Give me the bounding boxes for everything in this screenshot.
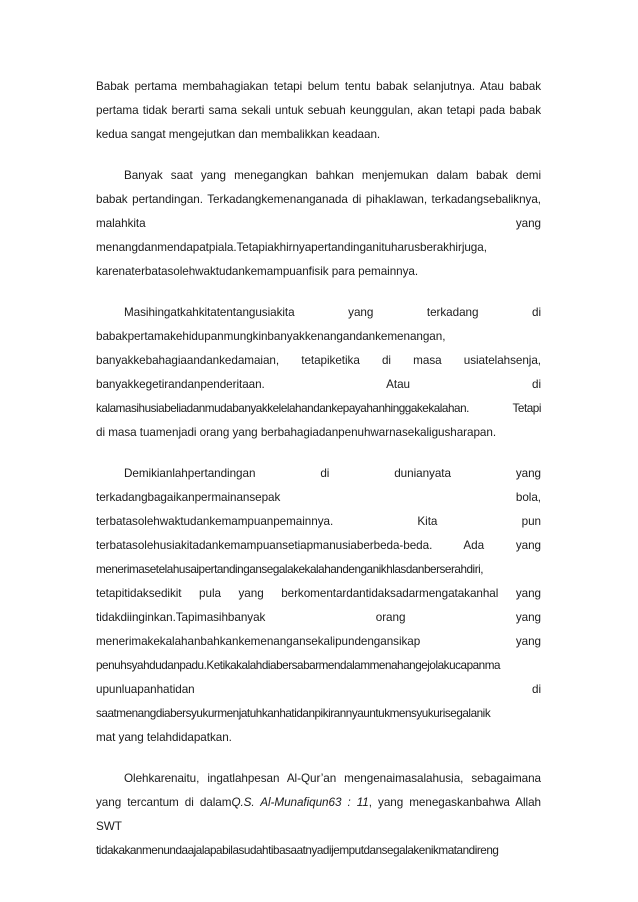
text-line: menangdanmendapatpiala.Tetapiakhirnyapertandinganituharusberakhirjuga, [96, 241, 487, 254]
document-body [96, 76, 541, 881]
text-line: penuhsyahdudanpadu.Ketikakalahdiabersabarmendalammenahangejolakucapanma [96, 659, 501, 672]
paragraph [96, 302, 541, 446]
text-line: menerimakekalahanbahkankemenangansekalipundengansikap yang [96, 635, 541, 648]
text-line: malahkita yang [96, 217, 541, 230]
paragraph [96, 165, 541, 285]
text-line: terbatasolehwaktudankemampuanpemainnya. Kita pun [96, 515, 541, 528]
paragraph [96, 463, 541, 751]
text-line: kalamasihusiabeliadanmudabanyakkelelahandankepayahanhinggakekalahan. Tetapi [96, 402, 541, 415]
text-line: babak pertandingan. Terkadangkemenanganada di pihaklawan, terkadangsebaliknya, [96, 193, 541, 206]
paragraph [96, 76, 541, 148]
text-line: upunluapanhatidan di [96, 683, 541, 696]
text-line: di masa tuamenjadi orang yang berbahagiadanpenuhwarnasekaligusharapan. [96, 426, 497, 439]
text-line: Banyak saat yang menegangkan bahkan menjemukan dalam babak demi [124, 169, 541, 182]
text-line: saatmenangdiabersyukurmenjatuhkanhatidanpikirannyauntukmensyukurisegalanik [96, 707, 491, 720]
citation-text-line [96, 792, 541, 816]
text-line: mat yang telahdidapatkan. [96, 731, 232, 744]
text-line: menerimasetelahusaipertandingansegalakekalahandenganikhlasdanberserahdiri, [96, 563, 484, 576]
text-line: karenaterbatasolehwaktudankemampuanfisik para pemainnya. [96, 265, 419, 278]
text-line: SWT [96, 820, 122, 833]
text-line: Olehkarenaitu, ingatlahpesan Al-Qur’an mengenaimasalahusia, sebagaimana [124, 772, 541, 785]
citation-lead-text: yang tercantum di dalam [96, 796, 232, 809]
text-line: tetapitidaksedikit pula yang berkomentardantidaksadarmengatakanhal yang [96, 587, 541, 600]
text-line: banyakkegetirandanpenderitaan. Atau di [96, 378, 541, 391]
quran-citation: Q.S. Al-Munafiqun63 : 11 [231, 796, 369, 809]
text-line: terkadangbagaikanpermainansepak bola, [96, 491, 541, 504]
text-line: terbatasolehusiakitadankemampuansetiapmanusiaberbeda-beda. Ada yang [96, 539, 541, 552]
text-line: Babak pertama membahagiakan tetapi belum tentu babak selanjutnya. Atau babak [96, 80, 541, 93]
text-line: kedua sangat mengejutkan dan membalikkan keadaan. [96, 128, 381, 141]
text-line: banyakkebahagiaandankedamaian, tetapiketika di masa usiatelahsenja, [96, 354, 541, 367]
text-line: tidakakanmenundaajalapabilasudahtibasaatnyadijemputdansegalakenikmatandireng [96, 844, 499, 857]
text-line: tidakdiinginkan.Tapimasihbanyak orang yang [96, 611, 541, 624]
text-line: Demikianlahpertandingan di dunianyata yang [124, 467, 541, 480]
citation-trail-text: , yang menegaskanbahwa Allah [368, 796, 541, 809]
text-line: pertama tidak berarti sama sekali untuk sebuah keunggulan, akan tetapi pada babak [96, 104, 541, 117]
text-line: Masihingatkahkitatentangusiakita yang terkadang di [124, 306, 541, 319]
paragraph [96, 768, 541, 864]
text-line: babakpertamakehidupanmungkinbanyakkenangandankemenangan, [96, 330, 446, 343]
